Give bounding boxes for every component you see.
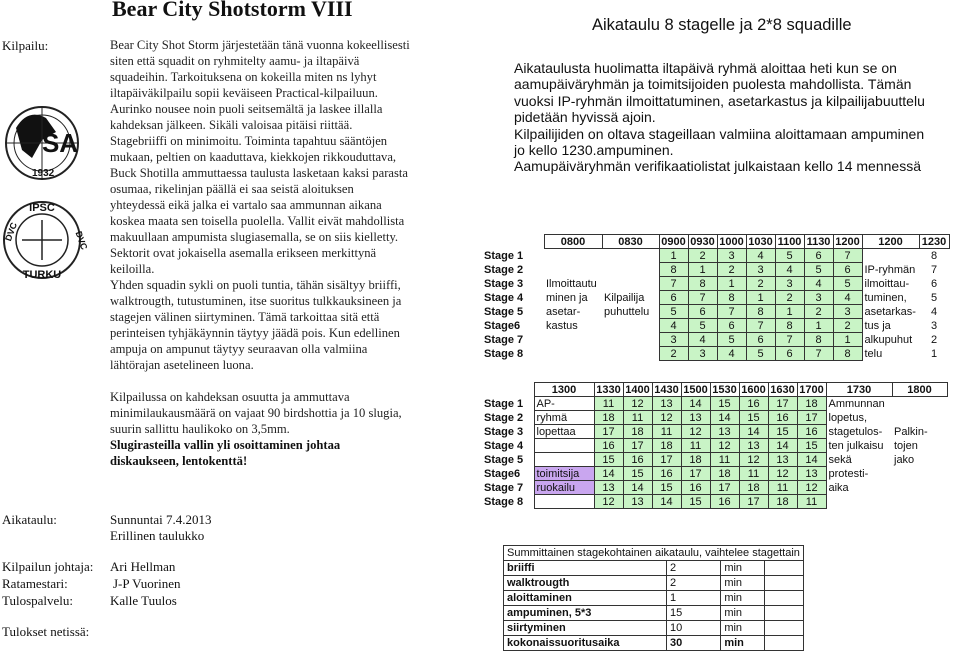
schedule-intro-p3: Aamupäiväryhmän verifikaatiolistat julkaistaan kello 14 mennessä — [514, 158, 921, 175]
squad-cell: 5 — [717, 333, 746, 347]
table-row — [482, 425, 947, 439]
squad-cell: 4 — [833, 291, 862, 305]
time-header: 1800 — [892, 383, 947, 397]
stage-label: Stage 8 — [484, 495, 524, 508]
closing-note — [826, 495, 892, 509]
briefing-note — [602, 319, 659, 333]
logo-letters: SA — [41, 128, 79, 158]
summary-value: 1 — [667, 591, 721, 606]
squad-cell: 18 — [681, 453, 710, 467]
squad-cell: 4 — [746, 249, 775, 263]
ap-group-note — [534, 495, 594, 509]
dvc-right-text: DVC — [73, 229, 90, 252]
label-kilpailu: Kilpailu: — [2, 38, 49, 53]
squad-cell: 18 — [710, 467, 739, 481]
squad-cell: 5 — [833, 277, 862, 291]
summary-blank — [764, 576, 803, 591]
squad-cell: 13 — [710, 425, 739, 439]
squad-cell: 15 — [594, 453, 623, 467]
table-row — [482, 397, 947, 411]
squad-cell: 5 — [804, 263, 833, 277]
table-row — [482, 249, 949, 263]
squad-cell: 2 — [688, 249, 717, 263]
squad-cell: 3 — [804, 291, 833, 305]
summary-row — [504, 576, 804, 591]
squad-cell: 1 — [833, 333, 862, 347]
squad-cell: 13 — [768, 453, 797, 467]
squad-cell: 2 — [717, 263, 746, 277]
registration-note — [544, 249, 602, 263]
summary-unit: min — [721, 591, 764, 606]
summary-row — [504, 621, 804, 636]
squad-cell: 7 — [688, 291, 717, 305]
time-header: 1230 — [919, 235, 949, 249]
squad-cell: 14 — [681, 397, 710, 411]
squad-cell: 15 — [652, 481, 681, 495]
stage-label: Stage 4 — [484, 291, 524, 304]
summary-blank — [764, 606, 803, 621]
squad-cell: 6 — [659, 291, 688, 305]
squad-cell: 17 — [623, 439, 652, 453]
table-row — [482, 305, 949, 319]
squad-cell: 4 — [775, 263, 804, 277]
registration-note — [544, 263, 602, 277]
stage-label: Stage 8 — [484, 347, 524, 360]
stage-label: Stage 1 — [484, 249, 524, 262]
time-header: 1630 — [768, 383, 797, 397]
squad-cell: 6 — [804, 249, 833, 263]
briefing-note — [602, 249, 659, 263]
squad-cell: 1 — [746, 291, 775, 305]
ipsc-text: IPSC — [29, 202, 55, 214]
squad-cell: 12 — [623, 397, 652, 411]
squad-cell: 13 — [623, 495, 652, 509]
squad-cell: 11 — [710, 453, 739, 467]
summary-row — [504, 636, 804, 651]
summary-row — [504, 606, 804, 621]
squad-cell: 15 — [768, 425, 797, 439]
page-title: Bear City Shotstorm VIII — [112, 0, 353, 21]
time-header: 1700 — [797, 383, 826, 397]
squad-cell: 12 — [797, 481, 826, 495]
squad-cell: 8 — [930, 249, 938, 262]
time-header: 1100 — [775, 235, 804, 249]
briefing-note: Kilpailija — [604, 291, 645, 304]
stage-label: Stage 5 — [484, 305, 524, 318]
stage-label: Stage 5 — [484, 453, 524, 466]
squad-cell: 12 — [710, 439, 739, 453]
squad-cell: 2 — [775, 291, 804, 305]
squad-cell: 3 — [688, 347, 717, 361]
squad-cell: 5 — [659, 305, 688, 319]
summary-row — [504, 591, 804, 606]
squad-cell: 1 — [775, 305, 804, 319]
ip-group-note: tuminen, — [864, 291, 907, 304]
squad-cell: 8 — [775, 319, 804, 333]
summary-heading: Summittainen stagekohtainen aikataulu, vaihtelee stagettain — [504, 546, 804, 561]
squad-cell: 11 — [652, 425, 681, 439]
squad-cell: 18 — [768, 495, 797, 509]
squad-cell: 5 — [688, 319, 717, 333]
stage-label: Stage 7 — [484, 333, 524, 346]
stage-label: Stage 3 — [484, 425, 524, 438]
ap-group-note — [534, 453, 594, 467]
time-header: 1530 — [710, 383, 739, 397]
squad-cell: 13 — [797, 467, 826, 481]
squad-cell: 11 — [739, 467, 768, 481]
label-johtaja: Kilpailun johtaja: — [2, 559, 94, 574]
squad-cell: 18 — [797, 397, 826, 411]
squad-cell: 14 — [710, 411, 739, 425]
squad-cell: 13 — [652, 397, 681, 411]
time-header: 1200 — [862, 235, 919, 249]
squad-cell: 3 — [775, 277, 804, 291]
closing-note: lopetus, — [828, 411, 868, 424]
description-p5: Slugirasteilla vallin yli osoittaminen johtaa diskaukseen, lentokenttä! — [110, 438, 341, 468]
closing-note: ten julkaisu — [828, 439, 884, 452]
squad-cell: 8 — [833, 347, 862, 361]
ap-group-note: AP- — [534, 397, 594, 411]
squad-cell: 18 — [739, 481, 768, 495]
squad-cell: 2 — [804, 305, 833, 319]
squad-cell: 7 — [804, 347, 833, 361]
time-header: 0930 — [688, 235, 717, 249]
label-tulospalvelu: Tulospalvelu: — [2, 593, 74, 608]
squad-cell: 1 — [717, 277, 746, 291]
squad-cell: 17 — [768, 397, 797, 411]
squad-cell: 14 — [623, 481, 652, 495]
summary-label: ampuminen, 5*3 — [504, 606, 667, 621]
stage-label: Stage 7 — [484, 481, 524, 494]
squad-cell: 15 — [710, 397, 739, 411]
briefing-note — [602, 347, 659, 361]
squad-cell: 18 — [652, 439, 681, 453]
stage-label: Stage6 — [484, 467, 521, 480]
description-p2: Stagebriiffi on minimoitu. Toiminta tapahtuu sääntöjen mukaan, peltien on kaaduttava, kiekkojen rikkouduttava, Buck Shotilla ammuttaessa taulusta lasketaan kaksi parasta osumaa, rikelinjan päällä ei saa seistä aloituksen yhteydessä eikä jalka ei vartalo saa ammunnan aikana koskea maata sen toisella puolella. Vallit eivät mahdollista makuullaan ampumista slugiasemalla, se on siis kielletty. Sektorit ovat jokaisella asemalla erikseen merkittynä keiloilla. — [110, 134, 408, 276]
summary-label: kokonaissuoritusaika — [504, 636, 667, 651]
squad-cell: 7 — [775, 333, 804, 347]
briefing-note — [602, 333, 659, 347]
summary-label: aloittaminen — [504, 591, 667, 606]
time-header: 0900 — [659, 235, 688, 249]
briefing-note — [602, 277, 659, 291]
squad-cell: 5 — [930, 291, 938, 304]
prize-note — [892, 467, 947, 481]
table-row — [482, 319, 949, 333]
morning-schedule-table — [482, 234, 950, 361]
ap-group-note: ryhmä — [534, 411, 594, 425]
squad-cell: 15 — [739, 411, 768, 425]
prize-note — [892, 397, 947, 411]
squad-cell: 18 — [594, 411, 623, 425]
time-header: 1130 — [804, 235, 833, 249]
squad-cell: 4 — [930, 305, 938, 318]
summary-table — [503, 545, 804, 651]
registration-note: minen ja — [546, 291, 588, 304]
squad-cell: 16 — [594, 439, 623, 453]
squad-cell: 2 — [833, 319, 862, 333]
table-row — [482, 453, 947, 467]
label-ratamestari: Ratamestari: — [2, 576, 68, 591]
prize-note — [892, 495, 947, 509]
squad-cell: 17 — [710, 481, 739, 495]
summary-blank — [764, 561, 803, 576]
table-row — [482, 495, 947, 509]
squad-cell: 11 — [623, 411, 652, 425]
squad-cell: 2 — [659, 347, 688, 361]
registration-note: asetar- — [546, 305, 581, 318]
johtaja-name: Ari Hellman — [110, 559, 176, 574]
squad-cell: 12 — [681, 425, 710, 439]
summary-unit: min — [721, 576, 764, 591]
squad-cell: 6 — [775, 347, 804, 361]
closing-note: stagetulos- — [828, 425, 883, 438]
club-logo — [2, 88, 90, 288]
afternoon-schedule-table — [482, 382, 948, 509]
time-header: 1500 — [681, 383, 710, 397]
schedule-intro — [514, 60, 934, 175]
squad-cell: 2 — [930, 333, 938, 346]
table-row — [482, 277, 949, 291]
squad-cell: 1 — [688, 263, 717, 277]
squad-cell: 11 — [797, 495, 826, 509]
squad-cell: 6 — [930, 277, 938, 290]
ap-group-note: toimitsija — [534, 467, 594, 481]
stage-label: Stage6 — [484, 319, 521, 332]
summary-blank — [764, 621, 803, 636]
table-row — [482, 333, 949, 347]
squad-cell: 1 — [930, 347, 938, 360]
time-header: 1030 — [746, 235, 775, 249]
turku-text: TURKU — [22, 269, 62, 281]
schedule-intro-p2: Kilpailijiden on oltava stageillaan valmiina aloittamaan ampuminen jo kello 1230.ampuminen. — [514, 125, 925, 159]
ip-group-note: alkupuhut — [864, 333, 913, 346]
squad-cell: 14 — [768, 439, 797, 453]
squad-cell: 3 — [833, 305, 862, 319]
stage-label: Stage 2 — [484, 411, 524, 424]
squad-cell: 17 — [739, 495, 768, 509]
table-row — [482, 481, 947, 495]
label-aikataulu: Aikataulu: — [2, 512, 57, 527]
summary-label: briiffi — [504, 561, 667, 576]
squad-cell: 1 — [804, 319, 833, 333]
prize-note: Palkin- — [894, 425, 928, 438]
squad-cell: 11 — [768, 481, 797, 495]
squad-cell: 1 — [659, 249, 688, 263]
time-header: 0800 — [544, 235, 602, 249]
description-p4: Kilpailussa on kahdeksan osuutta ja ammuttava minimilaukausmäärä on vajaat 90 birdshottia ja 10 slugia, suurin sallittu haulikoko on 3,5mm. — [110, 390, 402, 436]
squad-cell: 2 — [746, 277, 775, 291]
logo-graphic — [2, 88, 90, 288]
ratamestari-name: J-P Vuorinen — [113, 576, 181, 591]
ip-group-note: telu — [864, 347, 883, 360]
ip-group-note: ilmoittau- — [864, 277, 910, 290]
squad-cell: 7 — [659, 277, 688, 291]
summary-unit: min — [721, 606, 764, 621]
schedule-heading: Aikataulu 8 stagelle ja 2*8 squadille — [592, 16, 852, 34]
squad-cell: 16 — [739, 397, 768, 411]
squad-cell: 16 — [797, 425, 826, 439]
label-tulokset: Tulokset netissä: — [2, 624, 90, 639]
squad-cell: 13 — [739, 439, 768, 453]
squad-cell: 12 — [768, 467, 797, 481]
table-row — [482, 411, 947, 425]
stage-label: Stage 3 — [484, 277, 524, 290]
ap-group-note: ruokailu — [534, 481, 594, 495]
schedule-note: Erillinen taulukko — [110, 528, 205, 543]
squad-cell: 3 — [930, 319, 938, 332]
time-header: 1730 — [826, 383, 892, 397]
squad-cell: 7 — [746, 319, 775, 333]
prize-note: jako — [894, 453, 915, 466]
squad-cell: 14 — [739, 425, 768, 439]
squad-cell: 16 — [623, 453, 652, 467]
closing-note: protesti- — [828, 467, 869, 480]
prize-note — [892, 411, 947, 425]
time-header: 1000 — [717, 235, 746, 249]
stage-label: Stage 2 — [484, 263, 524, 276]
time-header: 1300 — [534, 383, 594, 397]
squad-cell: 4 — [804, 277, 833, 291]
time-header: 1400 — [623, 383, 652, 397]
prize-note: tojen — [894, 439, 918, 452]
ip-group-note: IP-ryhmän — [864, 263, 916, 276]
ip-group-note: tus ja — [864, 319, 891, 332]
squad-cell: 8 — [688, 277, 717, 291]
squad-cell: 14 — [594, 467, 623, 481]
squad-cell: 15 — [797, 439, 826, 453]
squad-cell: 17 — [797, 411, 826, 425]
description-p3: Yhden squadin sykli on puoli tuntia, tähän sisältyy briiffi, walktrougth, tutustuminen, itse suoritus tulkkauksineen ja stagejen välinen siirtyminen. Tämä tarkoittaa sitä että perinteisen tyhjäkäynnin täytyy jäädä pois. Kun edellinen ampuja on ampunut täytyy seuraavan olla valmiina lähtörajan asetelineen luona. — [110, 278, 402, 372]
squad-cell: 3 — [659, 333, 688, 347]
squad-cell: 4 — [717, 347, 746, 361]
squad-cell: 6 — [717, 319, 746, 333]
squad-cell: 12 — [594, 495, 623, 509]
squad-cell: 4 — [688, 333, 717, 347]
table-row — [482, 347, 949, 361]
summary-blank — [764, 636, 803, 651]
squad-cell: 5 — [775, 249, 804, 263]
table-row — [482, 291, 949, 305]
summary-value: 2 — [667, 576, 721, 591]
squad-cell: 17 — [681, 467, 710, 481]
closing-note: sekä — [828, 453, 852, 466]
summary-unit: min — [721, 636, 764, 651]
table-row — [482, 263, 949, 277]
registration-note: Ilmoittautu — [546, 277, 597, 290]
briefing-note: puhuttelu — [604, 305, 650, 318]
summary-value: 10 — [667, 621, 721, 636]
squad-cell: 14 — [797, 453, 826, 467]
summary-unit: min — [721, 561, 764, 576]
ap-group-note — [534, 439, 594, 453]
time-header: 1430 — [652, 383, 681, 397]
summary-value: 30 — [667, 636, 721, 651]
squad-cell: 16 — [768, 411, 797, 425]
squad-cell: 8 — [746, 305, 775, 319]
ap-group-note: lopettaa — [534, 425, 594, 439]
squad-cell: 16 — [652, 467, 681, 481]
header-blank — [482, 383, 534, 397]
squad-cell: 18 — [623, 425, 652, 439]
table-row — [482, 467, 947, 481]
closing-note: Ammunnan — [828, 397, 885, 410]
squad-cell: 14 — [652, 495, 681, 509]
squad-cell: 13 — [681, 411, 710, 425]
registration-note — [544, 347, 602, 361]
summary-row — [504, 561, 804, 576]
schedule-intro-p1: Aikataulusta huolimatta iltapäivä ryhmä aloittaa heti kun se on aamupäiväryhmän ja toimitsijoiden puolesta mahdollista. Tämän vuoksi IP-ryhmän ilmoittatuminen, asetarkastus ja kilpailijabuuttelu pidetään hyvissä ajoin. — [514, 60, 925, 126]
squad-cell: 3 — [746, 263, 775, 277]
summary-blank — [764, 591, 803, 606]
schedule-date: Sunnuntai 7.4.2013 — [110, 512, 212, 527]
closing-note: aika — [828, 481, 849, 494]
prize-note — [892, 481, 947, 495]
description-p1: Bear City Shot Storm järjestetään tänä vuonna kokeellisesti siten että squadit on ryhmitelty aamu- ja iltapäivä squadeihin. Tarkoituksena on kokeilla miten ns lyhyt iltapäiväkilpailu sopii keväiseen Practical-kilpailuun. Aurinko nousee noin puoli seitsemältä ja laskee illalla kahdeksan jälkeen. Sikäli valoisaa pitäisi riittää. — [110, 38, 410, 132]
summary-value: 15 — [667, 606, 721, 621]
stage-label: Stage 1 — [484, 397, 524, 410]
squad-cell: 6 — [688, 305, 717, 319]
header-blank — [482, 235, 544, 249]
squad-cell: 6 — [833, 263, 862, 277]
squad-cell: 11 — [681, 439, 710, 453]
summary-label: walktrougth — [504, 576, 667, 591]
description — [110, 37, 410, 469]
summary-value: 2 — [667, 561, 721, 576]
squad-cell: 7 — [717, 305, 746, 319]
time-header: 1600 — [739, 383, 768, 397]
squad-cell: 7 — [833, 249, 862, 263]
squad-cell: 17 — [594, 425, 623, 439]
squad-cell: 16 — [710, 495, 739, 509]
squad-cell: 3 — [717, 249, 746, 263]
briefing-note — [602, 263, 659, 277]
squad-cell: 12 — [652, 411, 681, 425]
summary-label: siirtyminen — [504, 621, 667, 636]
squad-cell: 5 — [746, 347, 775, 361]
squad-cell: 15 — [623, 467, 652, 481]
logo-year: 1932 — [32, 168, 55, 179]
squad-cell: 7 — [930, 263, 938, 276]
squad-cell: 13 — [594, 481, 623, 495]
registration-note: kastus — [546, 319, 578, 332]
tulospalvelu-name: Kalle Tuulos — [110, 593, 177, 608]
squad-cell: 16 — [681, 481, 710, 495]
squad-cell: 15 — [681, 495, 710, 509]
squad-cell: 11 — [594, 397, 623, 411]
time-header: 0830 — [602, 235, 659, 249]
squad-cell: 4 — [659, 319, 688, 333]
squad-cell: 8 — [659, 263, 688, 277]
dvc-left-text: DVC — [3, 221, 20, 243]
ip-group-note — [862, 249, 919, 263]
squad-cell: 8 — [717, 291, 746, 305]
table-row — [482, 439, 947, 453]
time-header: 1330 — [594, 383, 623, 397]
squad-cell: 17 — [652, 453, 681, 467]
ip-group-note: asetarkas- — [864, 305, 916, 318]
squad-cell: 8 — [804, 333, 833, 347]
squad-cell: 6 — [746, 333, 775, 347]
squad-cell: 12 — [739, 453, 768, 467]
summary-unit: min — [721, 621, 764, 636]
registration-note — [544, 333, 602, 347]
stage-label: Stage 4 — [484, 439, 524, 452]
time-header: 1200 — [833, 235, 862, 249]
